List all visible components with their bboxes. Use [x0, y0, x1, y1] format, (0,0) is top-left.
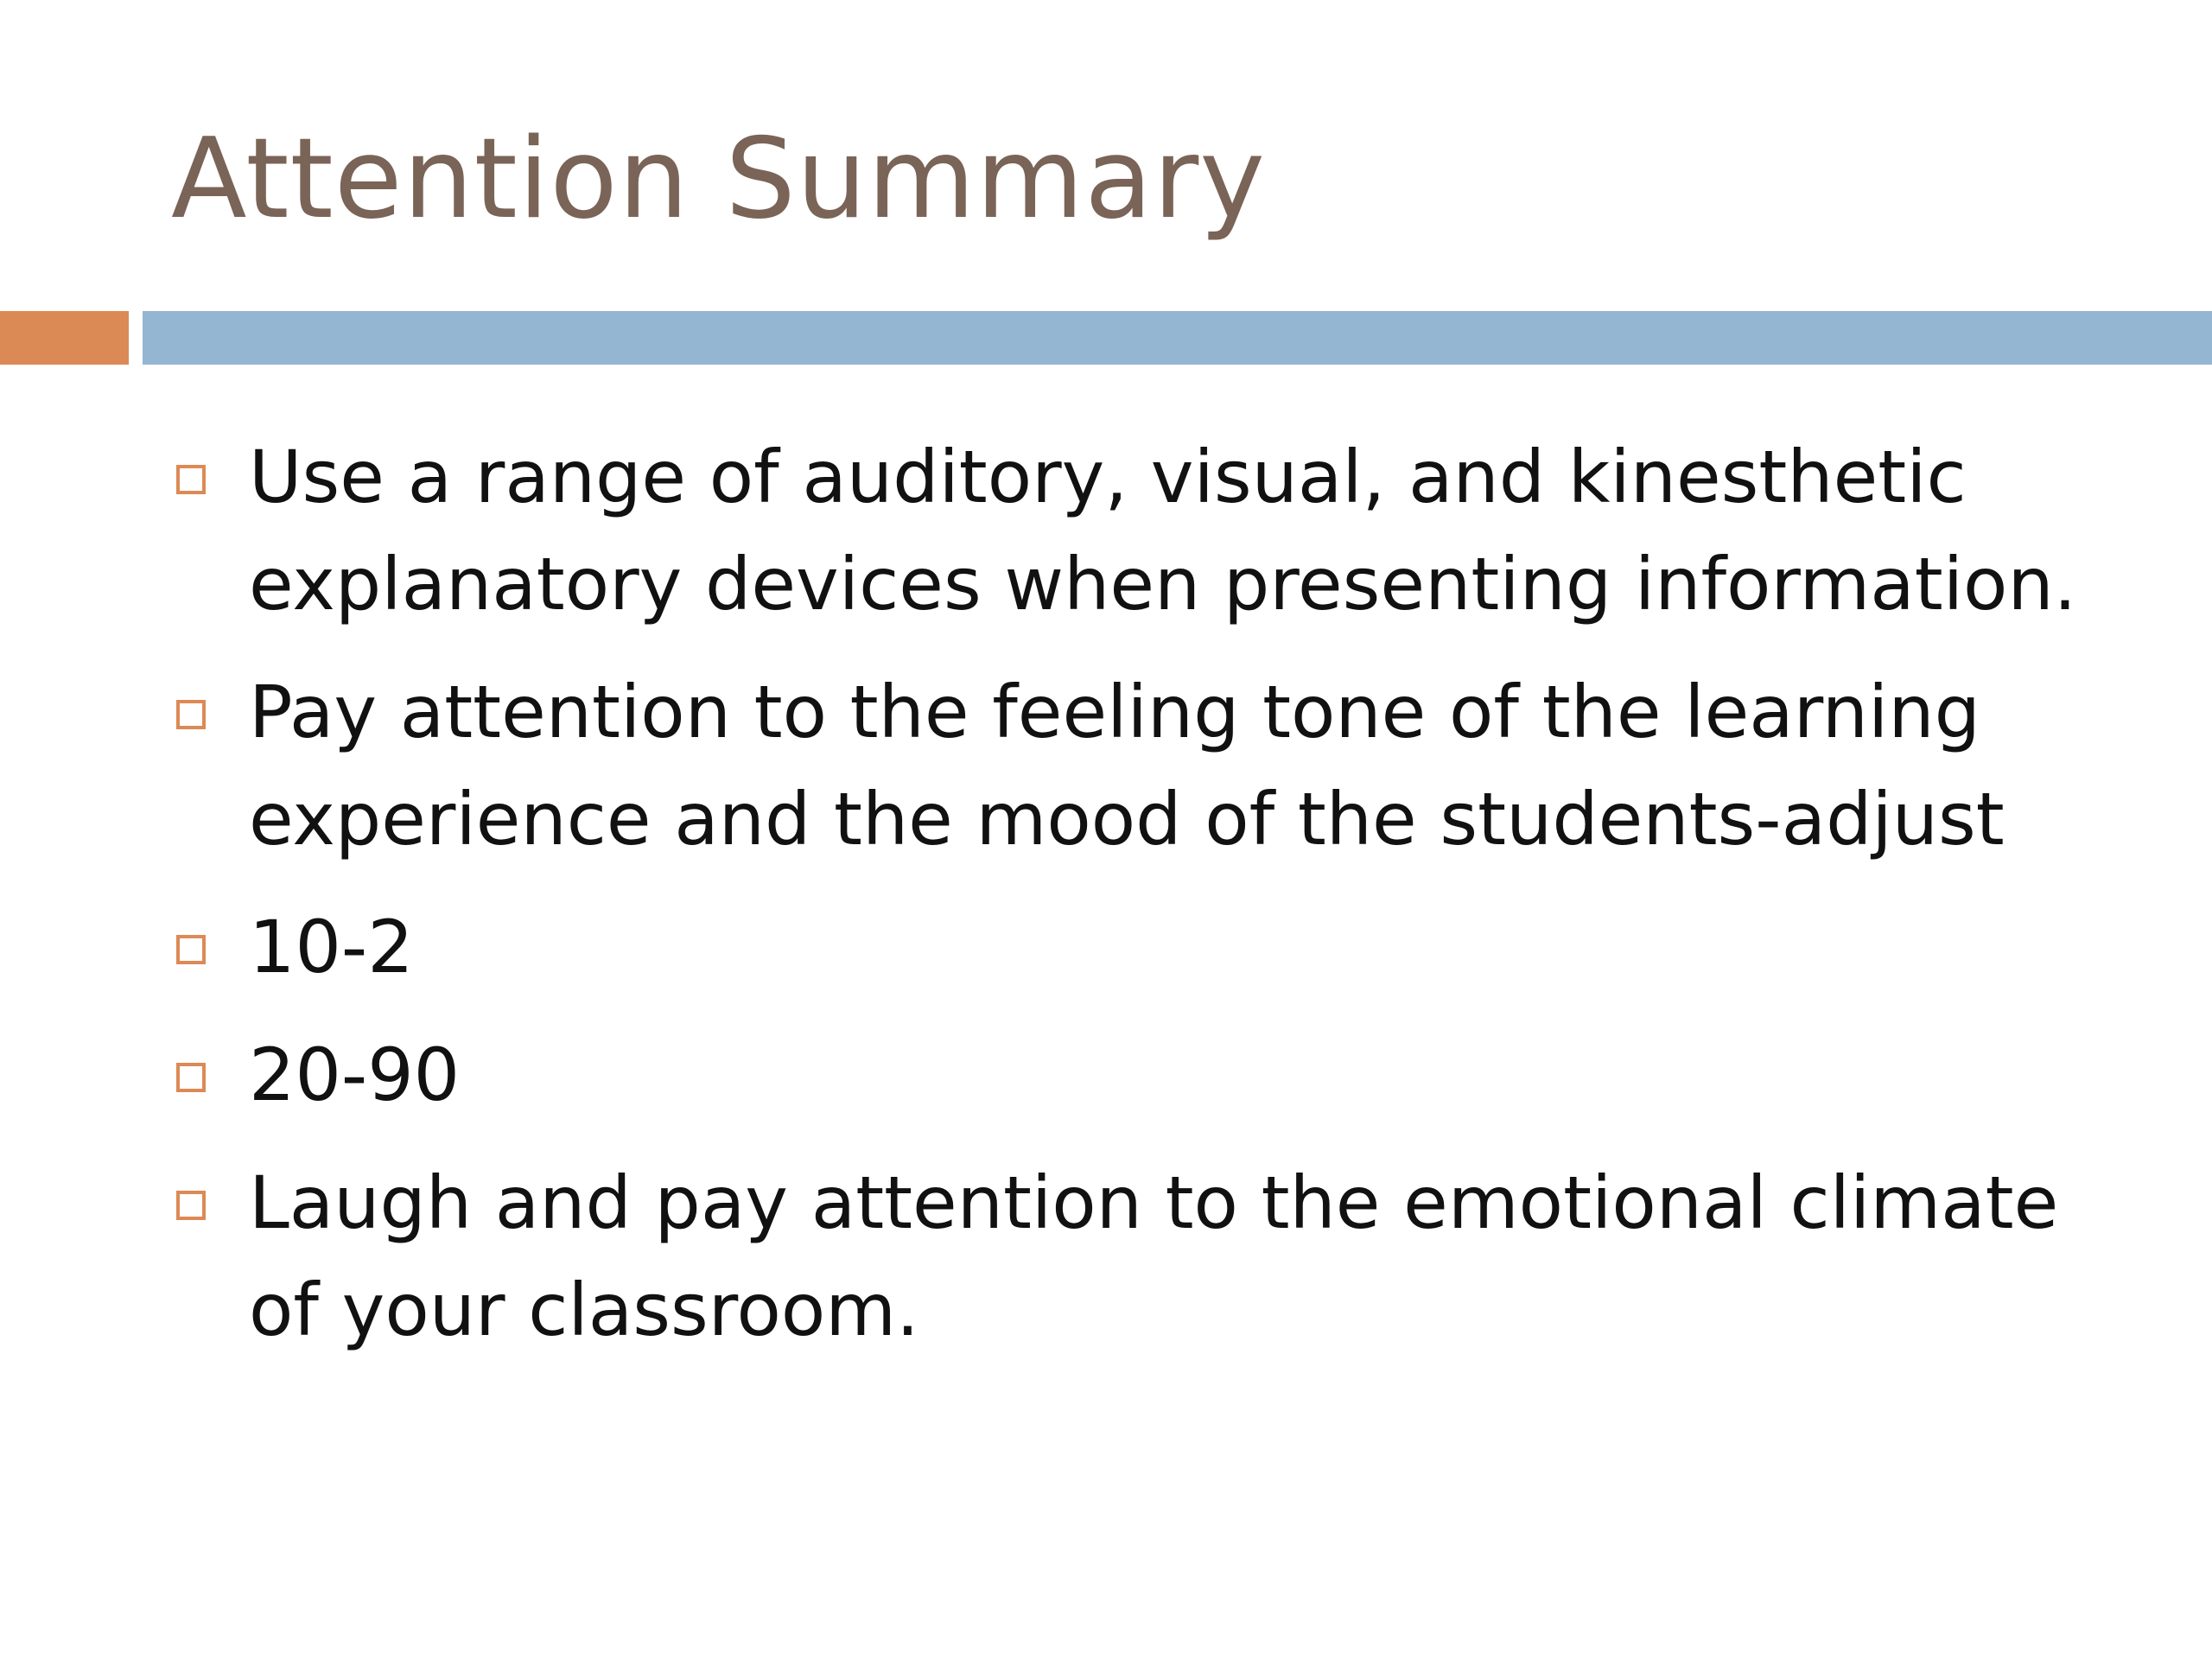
- bullet-text: Pay attention to the feeling tone of the learning experience and the mood of the students-adjust: [249, 670, 2005, 861]
- bullet-text: 10-2: [249, 905, 414, 989]
- bullet-item: [171, 658, 2124, 873]
- accent-bar-orange: [0, 311, 129, 365]
- square-bullet-icon: [176, 465, 206, 494]
- square-bullet-icon: [176, 700, 206, 729]
- bullet-text: Laugh and pay attention to the emotional climate of your classroom.: [249, 1160, 2059, 1352]
- slide-title: Attention Summary: [171, 115, 1266, 244]
- bullet-item: [171, 1021, 2124, 1128]
- bullet-text: 20-90: [249, 1033, 461, 1117]
- accent-bar-blue: [143, 311, 2212, 365]
- bullet-item: [171, 1149, 2124, 1363]
- square-bullet-icon: [176, 1063, 206, 1092]
- bullet-text: Use a range of auditory, visual, and kinesthetic explanatory devices when presenting information.: [249, 435, 2077, 626]
- square-bullet-icon: [176, 935, 206, 964]
- bullet-item: [171, 893, 2124, 1001]
- bullet-item: [171, 423, 2124, 638]
- bullet-list: [171, 423, 2124, 1384]
- square-bullet-icon: [176, 1191, 206, 1220]
